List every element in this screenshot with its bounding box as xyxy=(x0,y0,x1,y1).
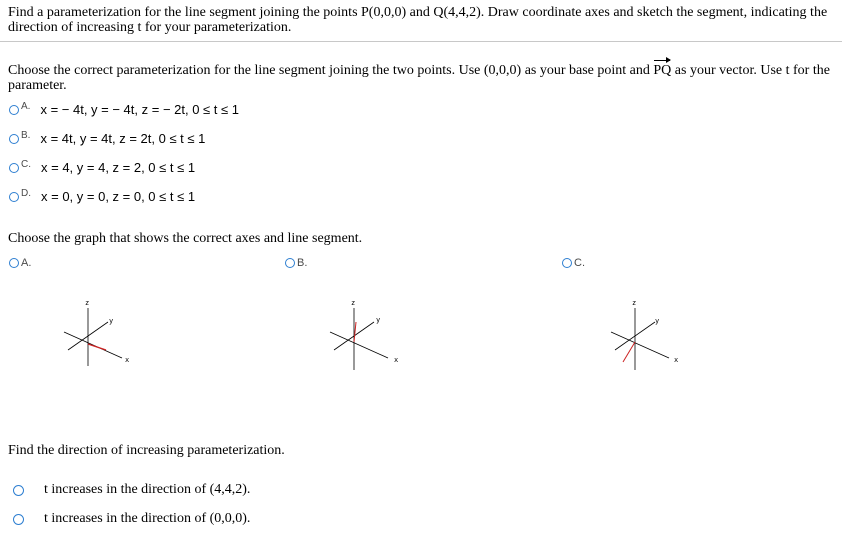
option-text: x = 4t, y = 4t, z = 2t, 0 ≤ t ≤ 1 xyxy=(40,131,206,146)
y-axis-label: y xyxy=(376,316,381,324)
line-segment xyxy=(88,344,106,350)
question-header xyxy=(0,0,842,42)
radio-button[interactable] xyxy=(9,105,19,115)
param-option-b[interactable] xyxy=(9,131,205,146)
option-letter: A. xyxy=(21,257,32,269)
question-instruction: Find a parameterization for the line segment joining the points P(0,0,0) and Q(4,4,2). Draw coordinate axes and sketch the segment, indicating the direction of increasing t for your parameterization. xyxy=(8,5,828,35)
option-letter: B. xyxy=(297,257,308,269)
graph-option-c[interactable] xyxy=(562,257,585,269)
z-axis-label: z xyxy=(632,299,637,307)
option-text: x = 0, y = 0, z = 0, 0 ≤ t ≤ 1 xyxy=(41,189,196,204)
option-letter: C. xyxy=(574,257,585,269)
radio-button[interactable] xyxy=(562,258,572,268)
parameterization-question xyxy=(8,63,838,93)
param-option-c[interactable] xyxy=(9,160,195,175)
question-text-before: Choose the correct parameterization for the line segment joining the two points. Use (0,0,0) as your base point and xyxy=(8,63,654,78)
line-segment xyxy=(623,342,635,362)
x-axis xyxy=(330,332,388,358)
direction-question: Find the direction of increasing parameterization. xyxy=(8,443,285,458)
radio-button[interactable] xyxy=(13,485,24,496)
x-axis xyxy=(64,332,122,358)
graph-option-a[interactable] xyxy=(9,257,31,269)
option-letter: A. xyxy=(21,101,31,112)
option-text: x = 4, y = 4, z = 2, 0 ≤ t ≤ 1 xyxy=(41,160,196,175)
graph-question: Choose the graph that shows the correct axes and line segment. xyxy=(8,231,363,246)
radio-button[interactable] xyxy=(285,258,295,268)
option-letter: C. xyxy=(21,159,31,170)
x-axis-label: x xyxy=(394,356,399,364)
y-axis-label: y xyxy=(655,317,660,325)
radio-button[interactable] xyxy=(9,192,19,202)
graph-b-axes xyxy=(324,292,414,372)
option-letter: B. xyxy=(21,130,31,141)
radio-button[interactable] xyxy=(13,514,24,525)
y-axis-label: y xyxy=(109,317,114,325)
z-axis-label: z xyxy=(351,299,356,307)
option-text: x = − 4t, y = − 4t, z = − 2t, 0 ≤ t ≤ 1 xyxy=(40,102,239,117)
x-axis-label: x xyxy=(674,356,679,364)
radio-button[interactable] xyxy=(9,163,19,173)
graph-a-axes xyxy=(58,292,148,372)
radio-button[interactable] xyxy=(9,134,19,144)
radio-button[interactable] xyxy=(9,258,19,268)
direction-option-1[interactable] xyxy=(13,482,250,498)
question-text-after: as your vector. Use t for the parameter. xyxy=(8,63,830,93)
x-axis-label: x xyxy=(125,356,130,364)
x-axis xyxy=(611,332,669,358)
option-text: t increases in the direction of (4,4,2). xyxy=(44,482,251,497)
param-option-a[interactable] xyxy=(9,102,239,117)
z-axis-label: z xyxy=(85,299,90,307)
option-letter: D. xyxy=(21,188,31,199)
param-option-d[interactable] xyxy=(9,189,195,204)
vector-pq: PQ xyxy=(653,63,672,78)
graph-c-axes xyxy=(605,292,695,372)
graph-option-b[interactable] xyxy=(285,257,307,269)
option-text: t increases in the direction of (0,0,0). xyxy=(44,511,251,526)
direction-option-2[interactable] xyxy=(13,511,250,527)
